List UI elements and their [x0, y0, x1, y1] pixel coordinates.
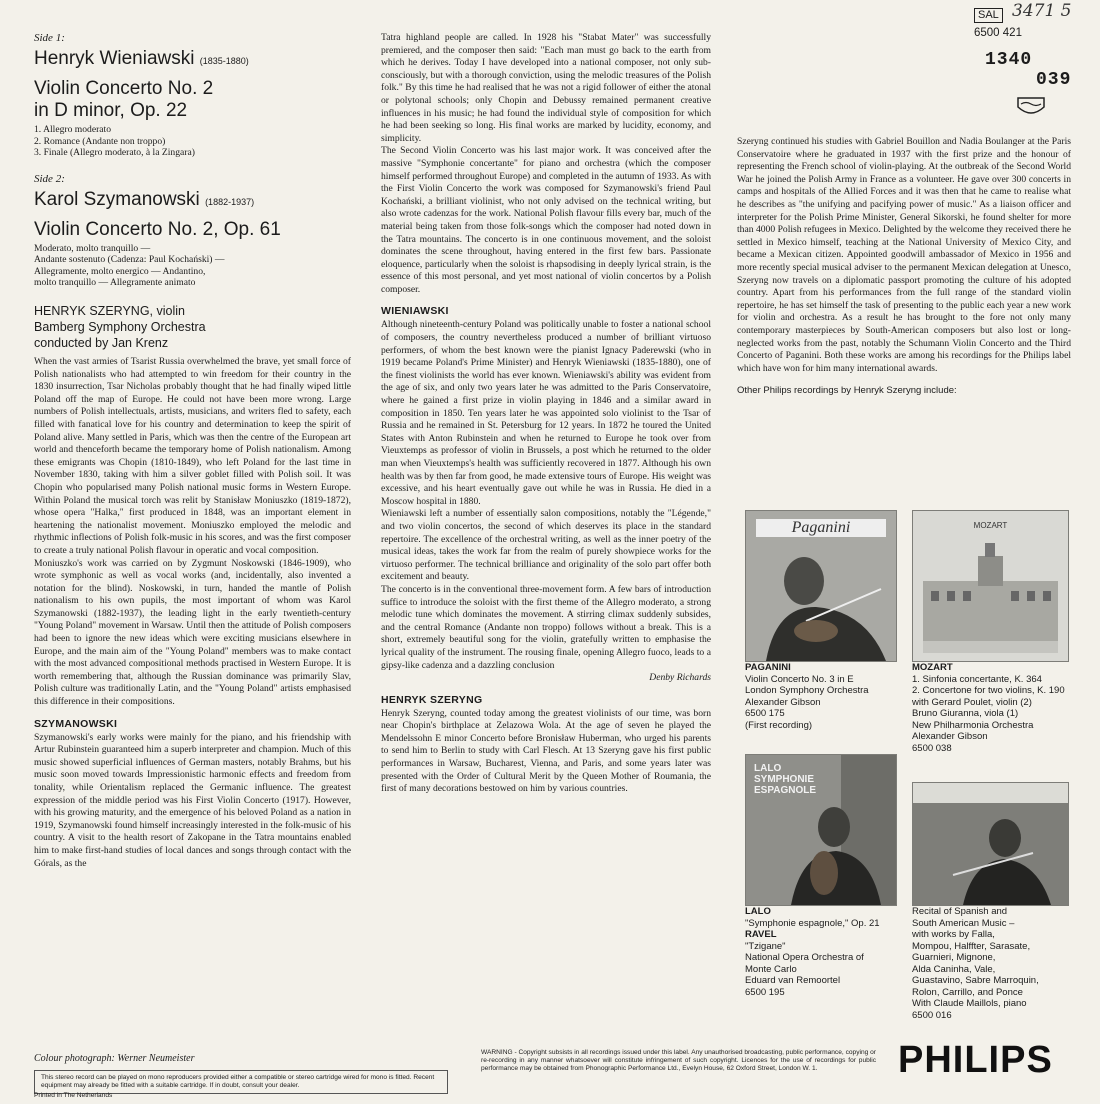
photo-credit: Colour photograph: Werner Neumeister: [34, 1053, 195, 1064]
column-3-text: [737, 136, 1071, 406]
author-signature: Denby Richards: [649, 672, 711, 684]
cover-title: MOZART: [973, 521, 1008, 530]
recording-info-paganini: [745, 662, 895, 731]
intro-paragraph: When the vast armies of Tsarist Russia overwhelmed the brave, yet small force of Polish nationalists who had attempted to win freedom for their country in the 1830 insurrection, Tsar Nicholas probably thought that he had finally wiped little Poland off the map of Europe. He could not have been more wrong. Large numbers of Polish intellectuals, artists, musicians, and writers fled to safety, each filled with fanatical love for his country and determination to keep the spirit of Poland alive. Many settled in Paris, which was then the centre of the European art world and thenceforth became the temporary home of Polish nationalism. Among these emigrants was Chopin (1810-1849), who left Poland for the last time in November 1830, taking with him a silver goblet filled with Polish soil. It was Chopin who popularised many Polish national music forms in Western Europe. Within Poland the musical torch was relit by Stanisław Moniuszko (1819-1872), whose opera "Halka," first produced in 1848, was an important element in heartening the nationalist movement. Moniuszko employed the melodic and rhythmic inflections of Polish folk-music in his scores, and was the first composer to create a truly national Polish flavour in operatic and vocal composition.: [34, 356, 351, 556]
building-illustration-icon: [913, 511, 1068, 661]
movement-item: 2. Romance (Andante non troppo): [34, 135, 166, 147]
recording-composer: MOZART: [912, 662, 953, 673]
paragraph: Szymanowski's early works were mainly for the piano, and his friendship with Artur Rubinstein guaranteed him a superb interpreter and champion. Much of this music showed superficial influences of German masters, notably Brahms, but his music soon moved towards Impressionistic harmonic effects and freedom from tonality, while Orientalism replaced the Germanic influence. The greatest expression of the middle period was his First Violin Concerto (1917). However, with his growing maturity, and the emergence of his beloved Poland as a nation in 1919, Szymanowski found himself increasingly interested in the folk-music of his country. A visit to the health resort of Zakopane in the Tatra mountains enabled him to make first-hand studies of local dances and songs through contact with the Górals, as the: [34, 731, 351, 869]
recording-composer: RAVEL: [745, 929, 777, 940]
work-2-title: Violin Concerto No. 2, Op. 61: [34, 218, 281, 240]
performer-soloist: HENRYK SZERYNG, violin: [34, 303, 185, 318]
sal-badge: SAL: [974, 8, 1003, 23]
album-cover-spanish-recital: [912, 782, 1069, 906]
side-2-label: Side 2:: [34, 172, 65, 185]
recording-line: New Philharmonia Orchestra: [912, 719, 1034, 731]
recording-line: 2. Concertone for two violins, K. 190: [912, 685, 1065, 696]
catalog-number: 6500 421: [974, 27, 1022, 39]
recording-line: with works by Falla,: [912, 929, 995, 940]
szymanowski-heading: SZYMANOWSKI: [34, 717, 118, 730]
recording-line: Eduard van Remoortel: [745, 975, 841, 986]
recording-line: 6500 175: [745, 708, 785, 719]
recording-line: "Tzigane": [745, 940, 786, 952]
performer-orchestra: Bamberg Symphony Orchestra: [34, 319, 206, 334]
composer-1-dates: (1835-1880): [199, 56, 249, 66]
recording-line: 1. Sinfonia concertante, K. 364: [912, 673, 1042, 685]
column-1-text: [34, 356, 351, 870]
recording-composer: PAGANINI: [745, 662, 791, 673]
recording-line: With Claude Maillols, piano: [912, 998, 1027, 1009]
cover-title: LALO SYMPHONIE ESPAGNOLE: [754, 763, 817, 796]
cover-title: Paganini: [756, 519, 886, 537]
philips-logo: PHILIPS: [898, 1039, 1053, 1081]
movement-item: 1. Allegro moderato: [34, 124, 111, 135]
composer-1-name: Henryk Wieniawski: [34, 48, 195, 69]
recording-line: 6500 016: [912, 1009, 952, 1021]
violinist-photo-icon: [746, 755, 896, 905]
header-block: [34, 32, 364, 351]
movement-item: Allegramente, molto energico — Andantino,: [34, 265, 206, 277]
szeryng-heading: HENRYK SZERYNG: [381, 693, 483, 706]
violinist-photo-icon: [746, 511, 896, 661]
performers: [34, 303, 364, 351]
side-1-label: Side 1:: [34, 32, 65, 44]
handwritten-note: 3471 5: [1012, 1, 1072, 21]
recording-line: Bruno Giuranna, viola (1): [912, 708, 1019, 719]
recording-line: South American Music –: [912, 917, 1015, 929]
recording-line: Guastavino, Sabre Marroquin,: [912, 975, 1039, 986]
recording-line: Alda Caninha, Vale,: [912, 963, 996, 975]
recording-line: with Gerard Poulet, violin (2): [912, 696, 1032, 708]
album-cover-mozart: [912, 510, 1069, 662]
recording-line: Guarnieri, Mignone,: [912, 952, 996, 963]
album-cover-paganini: [745, 510, 897, 662]
work-1-title-line2: in D minor, Op. 22: [34, 100, 188, 121]
paragraph: Tatra highland people are called. In 1928 his "Stabat Mater" was successfully premiered, and the composer then said: "Each man must go back to the earth from which he derives. Today I have developed into a national composer, not only sub-consciously, but with a thorough conviction, using the melodic treasures of the Polish folk." By this time he had realised that he was not a rigid follower of either the atonal or polytonal schools; only Chopin and Debussy remained permanent creative influences in his music; he had found the individual style of composition for which he had been seeking so long. His final works are marked by lucidity, economy, and simplicity.: [381, 32, 711, 144]
philips-logo-icon: [1016, 95, 1046, 117]
composer-2: [34, 189, 364, 213]
recording-info-mozart: [912, 662, 1072, 754]
recording-line: London Symphony Orchestra: [745, 685, 869, 696]
recording-line: Monte Carlo: [745, 963, 797, 975]
paragraph: Moniuszko's work was carried on by Zygmunt Noskowski (1846-1909), who wrote symphonic as well as vocal works (and, incidentally, also invented a notation for the blind). Noskowski, in turn, handed the mantle of Polish nationalism to his own pupils, the most important of whom was Karol Szymanowski (1882-1937), the leading light in the early twentieth-century "Young Poland" movement in Warsaw. Until then the attitude of Polish composers had been to ignore the new ideas which were exciting musicians elsewhere in Europe, and the main aim of the "Young Poland" members was to make contact with the most advanced compositional methods practised in Western Europe. It is worth remembering that, although the Russian dominance was primarily Slav, Polish culture was traditionally Latin, and the "Young Poland" artists emphasised this difference in their compositions.: [34, 557, 351, 708]
printed-in: Printed in The Netherlands: [34, 1092, 113, 1099]
recording-line: Violin Concerto No. 3 in E: [745, 673, 854, 685]
composer-2-name: Karol Szymanowski: [34, 188, 200, 210]
performer-conductor: conducted by Jan Krenz: [34, 335, 169, 350]
recording-line: (First recording): [745, 719, 813, 731]
stamp-number-1: 1340: [985, 50, 1033, 70]
other-recordings-heading: Other Philips recordings by Henryk Szeryng include:: [737, 385, 957, 397]
paragraph: Szeryng continued his studies with Gabriel Bouillon and Nadia Boulanger at the Paris Conservatoire where he graduated in 1937 with the first prize and the honour of representing the French school of violin-playing. At the outbreak of the Second World War he joined the Polish Army in France as a volunteer. He gave over 300 concerts in camps and hospitals of the Allied Forces and it was then that he came to realise what he describes as "the unifying and pacifying power of music." As a liaison officer and interpreter for the Polish Prime Minister, General Sikorski, he found shelter for more than 4000 Polish refugees in Mexico. Delighted by the welcome they received there he settled in Mexico himself, teaching at the National University of Mexico City, and became a Mexican citizen. Appointed goodwill ambassador of Mexico in 1956 and more recently special musical adviser to the permanent Mexican delegation at Unesco, Szeryng now travels on a diplomatic passport promoting the culture of his adopted country. Apart from his performances from the full range of the standard violin repertoire, he has set himself the task of presenting to the public each year a new work for violin and orchestra. As a result he has brought to the fore not only many contemporary masterpieces by South-American composers but also lost or long-neglected works from the past, notably the Schumann Violin Concerto and the Third Concerto of Paganini. Both these works are among his recordings for the Philips label which have won for him many international awards.: [737, 136, 1071, 374]
recording-line: Alexander Gibson: [912, 731, 988, 742]
recording-line: Alexander Gibson: [745, 696, 821, 708]
movement-item: 3. Finale (Allegro moderato, à la Zingara): [34, 147, 195, 158]
movement-item: Andante sostenuto (Cadenza: Paul Kochański) —: [34, 254, 225, 265]
work-2-movements: [34, 243, 364, 289]
work-1-movements: [34, 124, 364, 159]
recording-composer: LALO: [745, 906, 771, 917]
work-1-title-line1: Violin Concerto No. 2: [34, 78, 214, 99]
composer-2-dates: (1882-1937): [205, 196, 255, 207]
copyright-warning: WARNING - Copyright subsists in all recordings issued under this label. Any unauthorised broadcasting, public performance, copying or re-recording in any manner whatsoever will constitute infringement of such copyright. Licences for the use of recordings for public performance may be obtained from Phonographic Performance Ltd., Evelyn House, 62 Oxford Street, London W. 1.: [481, 1049, 876, 1072]
recording-info-spanish-recital: [912, 906, 1077, 1021]
paragraph: Henryk Szeryng, counted today among the greatest violinists of our time, was born near Chopin's birthplace at Zelazowa Wola. At the age of seven he played the Mendelssohn E minor Concerto before Bronisław Huberman, who urged his parents to send him to Berlin to study with Carl Flesch. At 13 Szeryng gave his first public performances in Warsaw, Bucharest, Vienna, and Paris, and some years later was presented with the Order of Cultural Merit by the Queen Mother of Roumania, the first of many decorations bestowed on him by various countries.: [381, 707, 711, 795]
recording-line: Recital of Spanish and: [912, 906, 1008, 917]
recording-info-lalo: [745, 906, 905, 998]
stamp-number-2: 039: [1036, 70, 1072, 90]
movement-item: Moderato, molto tranquillo —: [34, 242, 151, 254]
movement-item: molto tranquillo — Allegramente animato: [34, 277, 196, 288]
recording-line: "Symphonie espagnole," Op. 21: [745, 917, 880, 929]
stereo-note-box: This stereo record can be played on mono reproducers provided either a compatible or stereo cartridge wired for mono is fitted. Recent equipment may already be fitted with a suitable cartridge. If in doubt, consult your dealer.: [34, 1070, 448, 1094]
paragraph: Although nineteenth-century Poland was politically unable to foster a national school of composers, the country nevertheless produced a number of brilliant virtuoso performers, of whom the best known were the pianist Ignacy Paderewski (who in 1919 became Poland's Prime Minister) and Henryk Wieniawski (1835-1880), one of the finest violinists the world has ever known. Wieniawski's ability was evident from the age of six, and only two years later he was admitted to the Paris Conservatoire, where he gained a first prize in violin playing in 1846 and a similar award in composition in 1850. Ten years later he was appointed solo violinist to the Tsar of Russia and he remained in St. Petersburg for 12 years. In 1872 he toured the United States with Anton Rubinstein and when he returned to Europe he took over from Vieuxtemps as professor of violin in Brussels, a post which he returned to the older man when Vieuxtemps's health was sufficiently recovered in 1877. Although his own health was by then far from good, he made extensive tours of Europe. His weight was excessive, and his heart eventually gave out while he was in Russia. He died in a Moscow hospital in 1880.: [381, 319, 711, 507]
paragraph: Wieniawski left a number of essentially salon compositions, notably the "Légende," and two violin concertos, the second of which deserves its place in the standard repertoire. The excellence of the orchestral writing, as well as the inner poetry of the musical ideas, takes the work far from the realm of purely showpiece works for the virtuoso performer. The technical brilliance and originality of the solo part offer both excitement and beauty.: [381, 508, 711, 583]
album-cover-lalo: [745, 754, 897, 906]
recording-line: 6500 195: [745, 986, 785, 998]
recording-line: 6500 038: [912, 742, 952, 754]
recording-line: National Opera Orchestra of: [745, 952, 864, 963]
column-2-text: [381, 32, 711, 796]
recording-line: Rolon, Carrillo, and Ponce: [912, 986, 1023, 998]
composer-1: [34, 48, 364, 72]
recording-line: Mompou, Halffter, Sarasate,: [912, 940, 1031, 952]
wieniawski-heading: WIENIAWSKI: [381, 305, 449, 318]
paragraph: The Second Violin Concerto was his last major work. It was conceived after the massive "Symphonie concertante" for piano and orchestra (which the composer himself performed throughout Europe) and completed in the autumn of 1933. As with the First Violin Concerto the work was composed for Szymanowski's friend Paul Kochański, a brilliant violinist, who not only advised on the technical writing, but also wrote cadenzas for the work. National Polish flavour fills every bar, much of the material being taken from those folk-songs which the composer had noted down in the Tatra mountains. The concerto is in one continuous movement, and the soloist dominates the scene throughout, having entered in the first few bars. Passionate eloquence, particularly when the soloist is rhapsodising in deeply lyrical strain, is the essence of this most personal, and yet most national of violin concertos by a Polish composer.: [381, 145, 711, 295]
violinist-photo-icon: [913, 783, 1068, 905]
paragraph: The concerto is in the conventional three-movement form. A few bars of introduction suffice to introduce the soloist with the first theme of the Allegro moderato, a strong melodic tune which dominates the movement. A stirring climax suddenly subsides, and the central Romance (Andante non troppo) follows without a break. This is a short, extremely beautiful song for the violin, gratefully written to emphasise the lyrical quality of the instrument. The rousing finale, opening Allegro fuoco, leads to a gipsy-like cadenza and a dazzling conclusion: [381, 583, 711, 671]
